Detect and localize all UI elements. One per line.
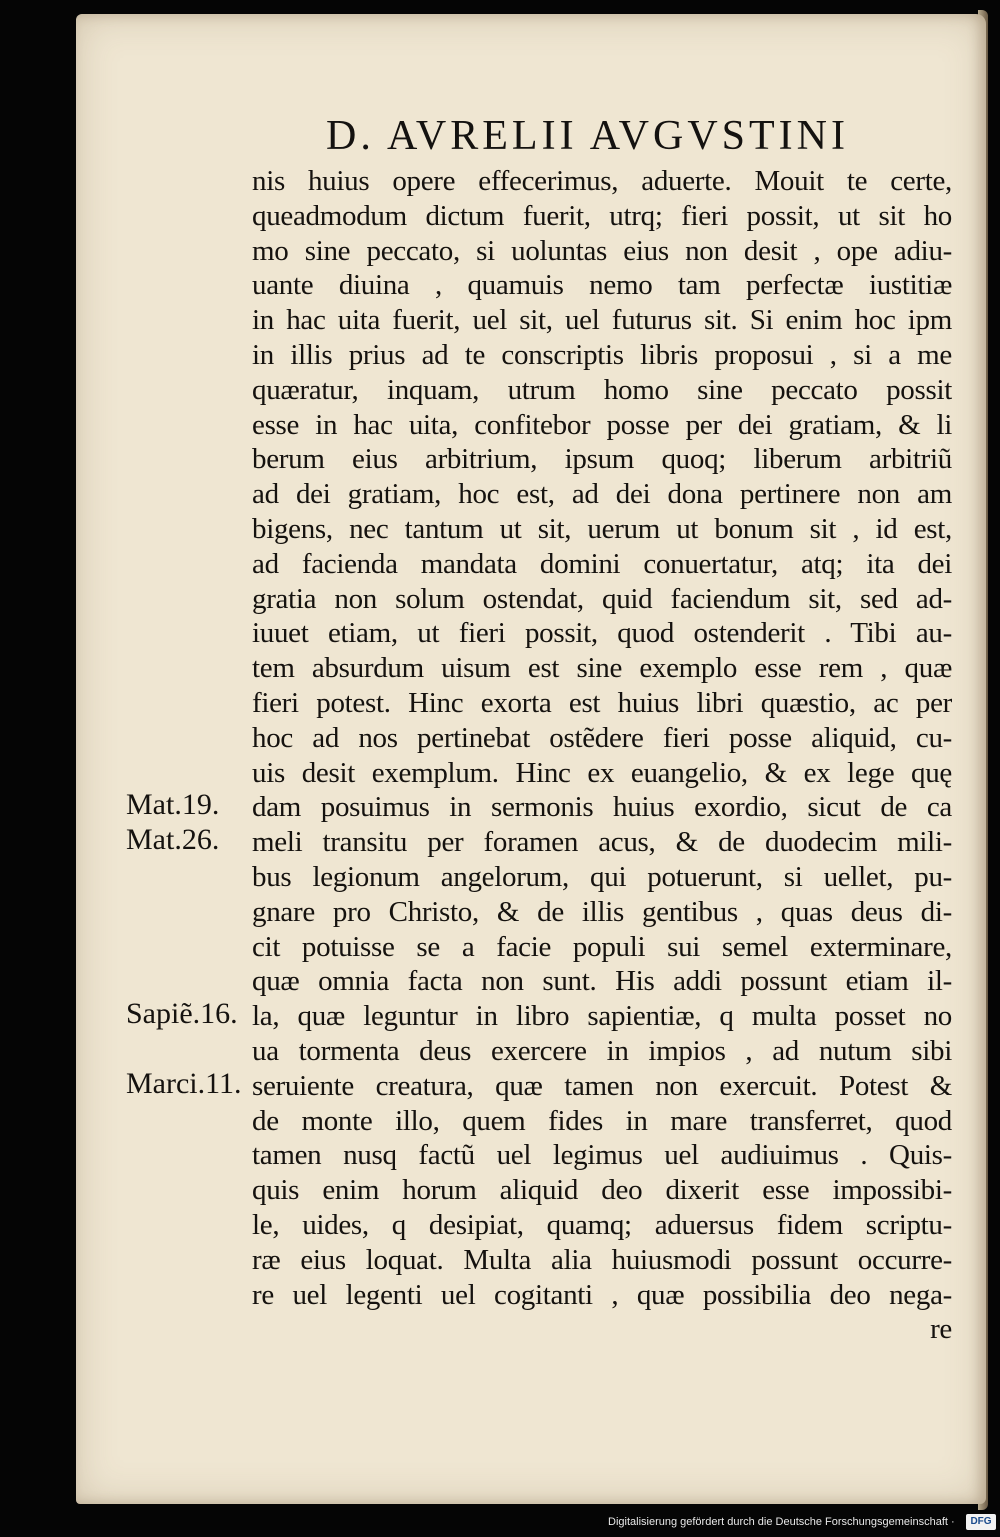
text-line: fieri potest. Hinc exorta est huius libri quæstio, ac per (252, 686, 952, 719)
text-line: queadmodum dictum fuerit, utrq; fieri possit, ut sit ho (252, 199, 952, 232)
text-line: tamen nusq factũ uel legimus uel audiuimus . Quis- (252, 1139, 952, 1172)
text-line: quis enim horum aliquid deo dixerit esse impossibi- (252, 1174, 952, 1207)
text-line: ua tormenta deus exercere in impios , ad nutum sibi (252, 1034, 952, 1067)
text-line: meli transitu per foramen acus, & de duodecim mili- (252, 826, 952, 859)
text-line: in illis prius ad te conscriptis libris proposui , si a me (252, 338, 952, 371)
text-line: la, quæ leguntur in libro sapientiæ, q multa posset no (252, 1000, 952, 1033)
text-line: de monte illo, quem fides in mare transferret, quod (252, 1104, 952, 1137)
text-line: seruiente creatura, quæ tamen non exercuit. Potest & (252, 1069, 952, 1102)
body-text (252, 164, 952, 1347)
text-line: cit potuisse se a facie populi sui semel exterminare, (252, 930, 952, 963)
marginal-note: Mat.26. (126, 823, 220, 857)
text-line: tem absurdum uisum est sine exemplo esse rem , quæ (252, 652, 952, 685)
text-line: berum eius arbitrium, ipsum quoq; liberum arbitriũ (252, 443, 952, 476)
text-line: ad dei gratiam, hoc est, ad dei dona pertinere non am (252, 478, 952, 511)
dfg-logo-icon: DFG (966, 1514, 996, 1530)
text-line: re uel legenti uel cogitanti , quæ possibilia deo nega- (252, 1278, 952, 1311)
text-line: gratia non solum ostendat, quid faciendum sit, sed ad- (252, 582, 952, 615)
text-line: quæ omnia facta non sunt. His addi possunt etiam il- (252, 965, 952, 998)
text-line: dam posuimus in sermonis huius exordio, sicut de ca (252, 791, 952, 824)
text-line: re (930, 1313, 952, 1346)
text-line: mo sine peccato, si uoluntas eius non desit , ope adiu- (252, 234, 952, 267)
text-line: iuuet etiam, ut fieri possit, quod ostenderit . Tibi au- (252, 617, 952, 650)
marginal-note: Marci.11. (126, 1066, 242, 1100)
text-line: hoc ad nos pertinebat ostẽdere fieri posse aliquid, cu- (252, 721, 952, 754)
marginal-note: Mat.19. (126, 788, 220, 822)
text-line: bus legionum angelorum, qui potuerunt, si uellet, pu- (252, 860, 952, 893)
text-line: quæratur, inquam, utrum homo sine peccato possit (252, 373, 952, 406)
marginal-note: Sapiẽ.16. (126, 997, 238, 1031)
text-line: bigens, nec tantum ut sit, uerum ut bonum sit , id est, (252, 512, 952, 545)
text-line: uis desit exemplum. Hinc ex euangelio, & ex lege quę (252, 756, 952, 789)
digitization-credit: Digitalisierung gefördert durch die Deutsche Forschungsgemeinschaft · (608, 1516, 955, 1528)
text-line: ræ eius loquat. Multa alia huiusmodi possunt occurre- (252, 1243, 952, 1276)
text-line: le, uides, q desipiat, quamq; aduersus fidem scriptu- (252, 1208, 952, 1241)
text-line: esse in hac uita, confitebor posse per dei gratiam, & li (252, 408, 952, 441)
text-line: ad facienda mandata domini conuertatur, atq; ita dei (252, 547, 952, 580)
text-line: nis huius opere effecerimus, aduerte. Mouit te certe, (252, 165, 952, 197)
text-line: gnare pro Christo, & de illis gentibus , quas deus di- (252, 895, 952, 928)
text-line: in hac uita fuerit, uel sit, uel futurus sit. Si enim hoc ipm (252, 304, 952, 337)
running-head: D. AVRELII AVGVSTINI (326, 113, 849, 159)
text-line: uante diuina , quamuis nemo tam perfectæ iustitiæ (252, 269, 952, 302)
